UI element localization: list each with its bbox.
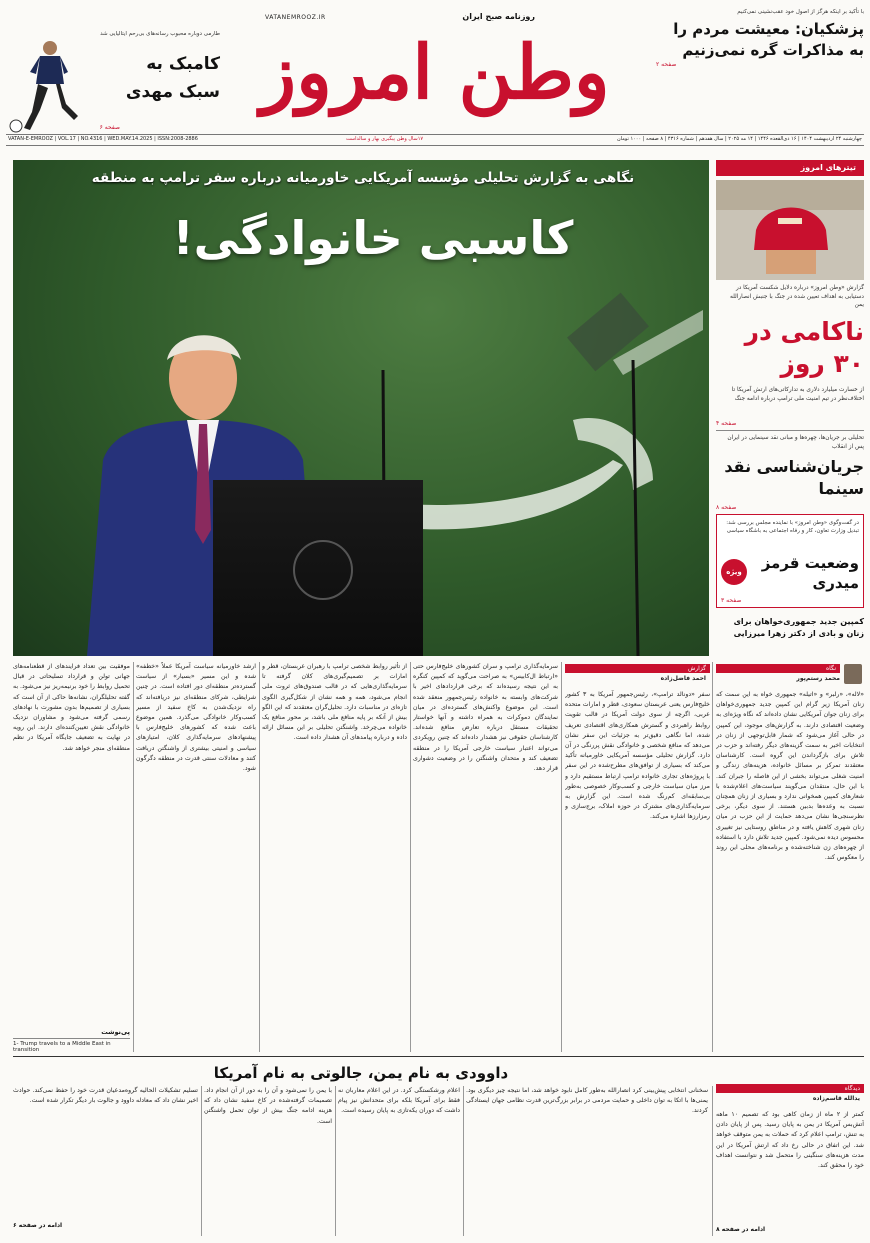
- left-teaser[interactable]: [656, 8, 864, 68]
- report-text: سفر «دونالد ترامپ»، رئیس‌جمهور آمریکا به ۳ کشور خلیج‌فارس یعنی عربستان سعودی، قطر و امارات متحده عربی، اگرچه از سوی دولت آمریکا در قالب تقویت روابط راهبردی و گسترش همکاری‌های اقتصادی تعریف شده، اما نگاهی دقیق‌تر به جزئیات این سفر نشان می‌دهد که منافع شخصی و خانوادگی نقش پررنگی در آن دارد. گزارش تحلیلی مؤسسه آمریکایی خاورمیانه تأکید می‌کند که بسیاری از توافق‌های مطرح‌شده در این سفر با پروژه‌های تجاری خانواده ترامپ ارتباط مستقیم دارد و مرز میان سیاست خارجی و کسب‌وکار خصوصی به‌طور بی‌سابقه‌ای کم‌رنگ شده است. این گزارش به سرمایه‌گذاری‌های مشترک در حوزه املاک، برج‌سازی و رمزارزها اشاره می‌کند.: [565, 691, 710, 821]
- footnote-label: پی‌نوشت: [101, 1028, 130, 1036]
- bottom-note-label: دیدگاه: [716, 1084, 864, 1093]
- bottom-text-2: سخنانی انتخابی پیش‌بینی کرد انصارالله به‌طور کامل نابود خواهد شد، اما نتیجه چیز دیگری بود. یمنی‌ها با اتکا به توان داخلی و حمایت مردمی در برابر بزرگ‌ترین قدرت نظامی جهان ایستادگی کردند.: [466, 1087, 708, 1115]
- column-d-text: از تأثیر روابط شخصی ترامپ با رهبران عربستان، قطر و امارات بر تصمیم‌گیری‌های کلان گرفته تا سرمایه‌گذاری‌هایی که در قالب صندوق‌های ثروت ملی انجام می‌شود، همه و همه نشان از شکل‌گیری الگوی تازه‌ای در مناسبات دارد. تحلیل‌گران معتقدند که این الگو بیش از آنکه بر پایه منافع ملی باشد، بر محور منافع یک خانواده می‌چرخد. واشنگتن تحلیلی بر این مسائل ارائه داده و درباره پیامدهای آن هشدار داده است.: [262, 663, 407, 742]
- col-rule-4: [259, 662, 260, 1052]
- right-teaser-kicker: طارمی دوباره محبوب رسانه‌های بی‌رحم ایتالیایی شد: [100, 31, 220, 37]
- sidebar-item2-kicker: تحلیلی بر جریان‌ها، چهره‌ها و مبانی نقد سینمایی در ایران پس از انقلاب: [727, 435, 864, 450]
- bottom-text-5: تسلیم تشکیلات الحالیه گروه‌مدعیان قدرت خود را حفظ نمی‌کند. حوادث اخیر نشان داد که معادله داوود و جالوت بار دیگر تکرار شده است.: [13, 1087, 198, 1105]
- sidebar-item1-headline[interactable]: ناکامی در ۳۰ روز: [744, 317, 864, 378]
- masthead: [0, 0, 870, 142]
- sidebar-item2-page: صفحه ۸: [716, 504, 737, 511]
- right-teaser-page: صفحه ۶: [99, 124, 120, 131]
- author-photo: [844, 664, 862, 684]
- footnote: [13, 1028, 130, 1053]
- sidebar-item1-body: از خسارت میلیارد دلاری به تدارکاتی‌های ارتش آمریکا تا اختلاف‌نظر در تیم امنیت ملی ترامپ درباره ادامه جنگ: [731, 387, 864, 402]
- bottom-text-4: با یمن را نمی‌شود و آن را به دور از آن انجام داد. تصمیمات گرفته‌شده در کاخ سفید نشان داد که هزینه ادامه جنگ بیش از توان تحمل واشنگتن است.: [204, 1087, 332, 1125]
- sidebar-item3-box[interactable]: [716, 514, 864, 608]
- column-e-text: ارشد خاورمیانه سیاست آمریکا عملاً «خطفه» شده و این مسیر «بسیار» از سیاست گسترده‌تر منطقه‌ای دور افتاده است. در چنین شرایطی، شرکای منطقه‌ای نیز دریافته‌اند که راه نزدیک‌شدن به کاخ سفید از مسیر کسب‌وکار خانوادگی می‌گذرد. همین موضوع باعث شده که کشورهای خلیج‌فارس با پیشنهادهای سرمایه‌گذاری کلان، امتیازهای سیاسی و امنیتی بیشتری از واشنگتن دریافت کنند و معادلات سنتی قدرت در منطقه دگرگون شود.: [136, 663, 256, 773]
- logo: [225, 12, 645, 131]
- note-label: نگاه: [716, 664, 840, 673]
- sidebar: [716, 160, 864, 655]
- column-right: [716, 662, 864, 1054]
- bottom-rule-2: [463, 1086, 464, 1236]
- footnote-rule: [13, 1038, 130, 1039]
- bottom-rule: [13, 1056, 864, 1057]
- left-teaser-page: صفحه ۲: [656, 61, 677, 68]
- left-teaser-kicker: با تأکید بر اینکه هرگز از اصول خود عقب‌نشینی نمی‌کنیم: [737, 9, 864, 15]
- sidebar-item3-badge: ویژه: [721, 559, 747, 585]
- sidebar-item4-headline[interactable]: کمپین جدید جمهوری‌خواهان برای زنان و بادی از دکتر زهرا میرزایی: [733, 617, 864, 638]
- sidebar-item3-headline: وضعیت قرمز میدری: [761, 554, 859, 592]
- logo-tagline: روزنامه صبح ایران: [462, 12, 535, 21]
- report-author: احمد فاضل‌زاده: [660, 675, 706, 682]
- left-teaser-headline: پزشکیان: معیشت مردم را به مذاکرات گره نمی‌زنیم: [673, 20, 864, 59]
- footnote-text: 1- Trump travels to a Middle East in transition: [13, 1041, 111, 1053]
- column-f-text: موفقیت بین تعداد فرایندهای از قطعنامه‌های جهانی تولن و قرارداد تسلیحاتی در قبال تحمیل روابط را خود برنیمه‌ریز نیز می‌شود. به گفته تحلیلگران، نشانه‌ها حاکی از آن است که بسیاری از تصمیم‌ها بدون مشورت با نهادهای رسمی گرفته می‌شود و مشاوران نزدیک خانوادگی نقش تعیین‌کننده‌ای دارند. این رویه در نهایت به تضعیف جایگاه آمریکا در نظم منطقه‌ای منجر خواهد شد.: [13, 663, 130, 752]
- bottom-rule-1: [712, 1086, 713, 1236]
- bottom-note-author: یدالله قاسم‌زاده: [812, 1095, 860, 1102]
- bottom-rule-3: [335, 1086, 336, 1236]
- sidebar-item1-page: صفحه ۴: [716, 420, 737, 427]
- hero-photo[interactable]: [13, 160, 709, 656]
- note-author: محمد رستم‌پور: [796, 675, 840, 682]
- hero-kicker: نگاهی به گزارش تحلیلی مؤسسه آمریکایی خاورمیانه درباره سفر ترامپ به منطقه: [91, 170, 635, 186]
- report-label: گزارش: [565, 664, 710, 673]
- col-rule-2: [561, 662, 562, 1052]
- sidebar-divider: [716, 430, 864, 431]
- logo-website: VATANEMROOZ.IR: [265, 14, 326, 21]
- dateline-mid: ۱۷سال وطن پیگیری بهار و سالداست: [346, 136, 424, 142]
- bottom-note-column: [716, 1062, 864, 1238]
- dateline-right: چهارشنبه ۲۴ اردیبهشت ۱۴۰۴ | ۱۶ ذی‌القعده ۱۴۴۶ | ۱۴ مه ۲۰۲۵ | سال هفدهم | شماره ۴۳۱۶ | ۸ صفحه | ۱۰۰۰ تومان: [617, 136, 862, 142]
- right-teaser[interactable]: [6, 30, 220, 134]
- bottom-headline[interactable]: داوودی به نام یمن، جالوتی به نام آمریکا: [213, 1064, 509, 1082]
- bottom-rule-4: [201, 1086, 202, 1236]
- bottom-text-1: کمتر از ۲ ماه از زمان کاهی بود که تصمیم ۱۰ ماهه آتش‌بس آمریکا در یمن به پایان رسید. پس از پایان دادن به تنش، ترامپ اعلام کرد که حملات به یمن متوقف خواهد شد. این اتفاق در حالی رخ داد که ارتش آمریکا در این مدت هزینه‌های سنگینی را متحمل شد و نتوانست اهداف خود را محقق کند.: [716, 1111, 864, 1170]
- column-right-text: «لاله»، «رلبر» و «اتیله» جمهوری خواه به این سمت که زنان آمریکا زیر گرام این کمپین جدید جمهوری‌خواهان برای زنان جوان آمریکایی نشان داده‌اند که نگاه ویژه‌ای به وضعیت اقتصادی دارند. به گزارش‌های موجود، این کمپین در حالی آغاز می‌شود که شمار قابل‌توجهی از زنان در انتخابات اخیر به سمت گزینه‌های دیگر رفته‌اند و حزب در تلاش برای بازگرداندن این گروه است. کارشناسان معتقدند تمرکز بر مسائل خانواده، هزینه‌های زندگی و امنیت شغلی می‌تواند بخشی از این فاصله را جبران کند. با این حال، منتقدان می‌گویند سیاست‌های اعلام‌شده با شعارهای کمپین همخوانی ندارد و بسیاری از زنان همچنان نسبت به وعده‌ها بدبین هستند. از سوی دیگر، برخی نظرسنجی‌ها نشان می‌دهد حمایت از این حزب در میان زنان شهری کاهش یافته و در مناطق روستایی نیز تغییری محسوس دیده نمی‌شود. کمپین جدید تلاش دارد با استفاده از چهره‌های زن شناخته‌شده و برنامه‌های محلی این روند را معکوس کند.: [716, 691, 864, 862]
- hero-headline: کاسبی خانوادگی!: [172, 211, 574, 265]
- logo-wordmark: وطن امروز: [260, 30, 610, 116]
- sidebar-item3-page: صفحه ۳: [721, 597, 742, 604]
- col-rule-3: [410, 662, 411, 1052]
- football-player-image: [6, 38, 84, 134]
- col-rule-1: [712, 662, 713, 1052]
- dateline-left: VATAN-E-EMROOZ | VOL.17 | NO.4316 | WED.MAY.14.2025 | ISSN:2008-2886: [8, 136, 198, 142]
- right-teaser-headline: کامبک به سبک مهدی: [125, 54, 220, 102]
- column-c-text: سرمایه‌گذاری ترامپ و سران کشورهای خلیج‌فارس حتی «ارتباط ال‌کابیس» به صراحت می‌گوید که کمپین کنگره به این نتیجه رسیده‌اند که برخی قراردادهای اخیر با شرکت‌های وابسته به خانواده رئیس‌جمهور منعقد شده است. این موضوع واکنش‌های گسترده‌ای در میان نمایندگان دموکرات به همراه داشته و آنها خواستار تحقیقات مستقل درباره تعارض منافع شده‌اند. کارشناسان حقوقی نیز هشدار داده‌اند که چنین رویکردی می‌تواند اعتبار سیاست خارجی آمریکا را در منطقه تضعیف کند و متحدان واشنگتن را در وضعیت دشواری قرار دهد.: [413, 663, 558, 773]
- sidebar-item3-kicker: در گفت‌وگوی «وطن امروز» با نماینده مجلس بررسی شد: تبدیل وزارت تعاون، کار و رفاه اجتماعی به باشگاه سیاسی: [726, 520, 859, 534]
- continue-left[interactable]: ادامه در صفحه ۶: [13, 1222, 63, 1229]
- continue-right[interactable]: ادامه در صفحه ۸: [716, 1226, 766, 1233]
- sidebar-item1-kicker: گزارش «وطن امروز» درباره دلایل شکست آمریکا در دستیابی به اهداف تعیین شده در جنگ با جنبش انصارالله یمن: [729, 285, 864, 308]
- podium: [213, 480, 423, 656]
- trump-cap-image: [716, 180, 864, 280]
- dateline-bar: [6, 134, 864, 146]
- sidebar-title: تیترهای امروز: [716, 160, 864, 176]
- column-report: [565, 662, 710, 1054]
- sidebar-item2-headline[interactable]: جریان‌شناسی نقد سینما: [724, 457, 864, 498]
- bottom-text-3: اعلام ورشکستگی کرد. در این اعلام معاربان نه فقط برای آمریکا بلکه برای متحدانش نیز پیام داشت که دوران یکه‌تازی به پایان رسیده است.: [338, 1087, 460, 1115]
- col-rule-5: [133, 662, 134, 1052]
